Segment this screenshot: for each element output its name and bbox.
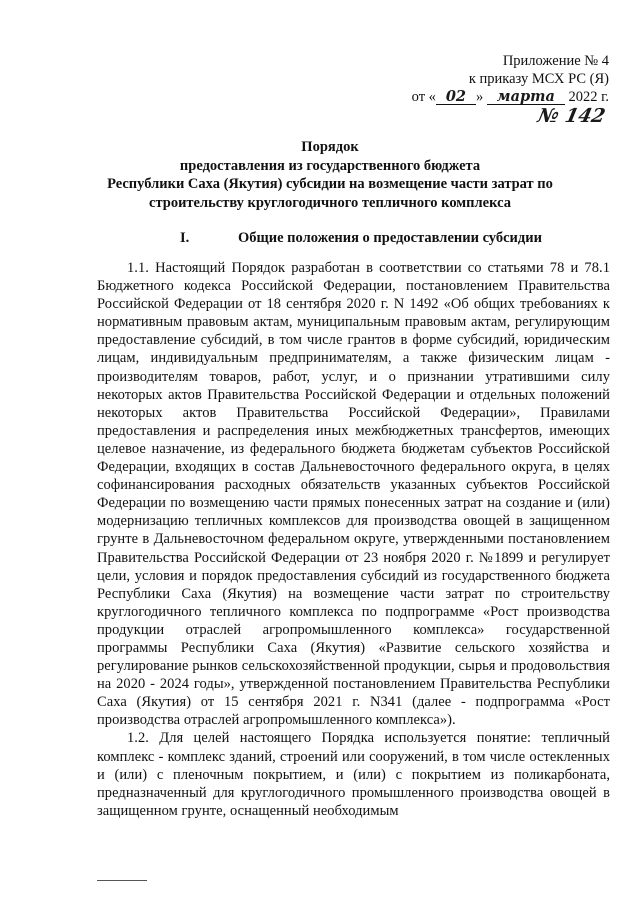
- title-line-4: строительству круглогодичного тепличного комплекса: [149, 194, 511, 211]
- date-prefix: от «: [411, 89, 436, 105]
- title-line-3: Республики Саха (Якутия) субсидии на возмещение части затрат по: [107, 176, 553, 192]
- order-number-handwritten: № 142: [535, 105, 608, 127]
- document-body: [97, 259, 610, 820]
- document-title: [60, 138, 600, 212]
- date-day-handwritten: 02: [436, 90, 476, 105]
- date-mid: »: [475, 89, 484, 105]
- paragraph-1-2: 1.2. Для целей настоящего Порядка используется понятие: тепличный комплекс - комплекс зданий, строений или сооружений, в том числе остекленных и (или) с пленочным покрытием, и (или) с покрытием из поликарбоната, предназначенный для круглогодичного промышленного производства овощей в защищенном грунте, оснащенный необходимым: [97, 730, 610, 819]
- date-month-handwritten: марта: [487, 90, 565, 105]
- date-year: 2022 г.: [568, 89, 609, 105]
- paragraph-1-1: 1.1. Настоящий Порядок разработан в соответствии со статьями 78 и 78.1 Бюджетного кодекса Российской Федерации, постановлением Правительства Российской Федерации от 18 сентября 2020 г. N 1492 «Об общих требованиях к нормативным правовым актам, муниципальным правовым актам, регулирующим предоставление субсидий, в том числе грантов в форме субсидий, юридическим лицам, индивидуальным предпринимателям, а также физическим лицам - производителям товаров, работ, услуг, и о признании утратившими силу некоторых актов Правительства Российской Федерации и отдельных положений некоторых актов Правительства Российской Федерации», Правилами предоставления и распределения иных межбюджетных трансфертов, имеющих целевое назначение, из федерального бюджета бюджетам субъектов Российской Федерации, входящих в состав Дальневосточного федерального округа, в целях софинансирования расходных обязательств указанных субъектов Российской Федерации по возмещению части прямых понесенных затрат на создание и (или) модернизацию тепличных комплексов для производства овощей в защищенном грунте в Дальневосточном федеральном округе, утвержденными постановлением Правительства Российской Федерации от 23 ноября 2020 г. №1899 и регулирует цели, условия и порядок предоставления субсидий из государственного бюджета Республики Саха (Якутия) на возмещение части затрат по строительству круглогодичного тепличного комплекса по подпрограмме «Рост производства продукции отраслей агропромышленного комплекса» государственной программы Республики Саха (Якутия) «Развитие сельского хозяйства и регулирование рынков сельскохозяйственной продукции, сырья и продовольствия на 2020 - 2024 годы», утвержденной постановлением Правительства Республики Саха (Якутия) от 15 сентября 2021 г. N341 (далее - подпрограмма «Рост производства отраслей агропромышленного комплекса»).: [97, 260, 610, 729]
- annex-number: Приложение № 4: [502, 53, 609, 69]
- annex-date-line: [349, 88, 609, 106]
- annex-header: [349, 52, 609, 127]
- title-line-1: Порядок: [301, 139, 359, 155]
- title-line-2: предоставления из государственного бюджета: [179, 157, 481, 174]
- section-heading: [100, 229, 600, 247]
- section-title: Общие положения о предоставлении субсидии: [238, 230, 542, 246]
- annex-order-reference: к приказу МСХ РС (Я): [468, 71, 609, 87]
- section-number: I.: [180, 230, 190, 246]
- footnote-divider: [97, 880, 147, 881]
